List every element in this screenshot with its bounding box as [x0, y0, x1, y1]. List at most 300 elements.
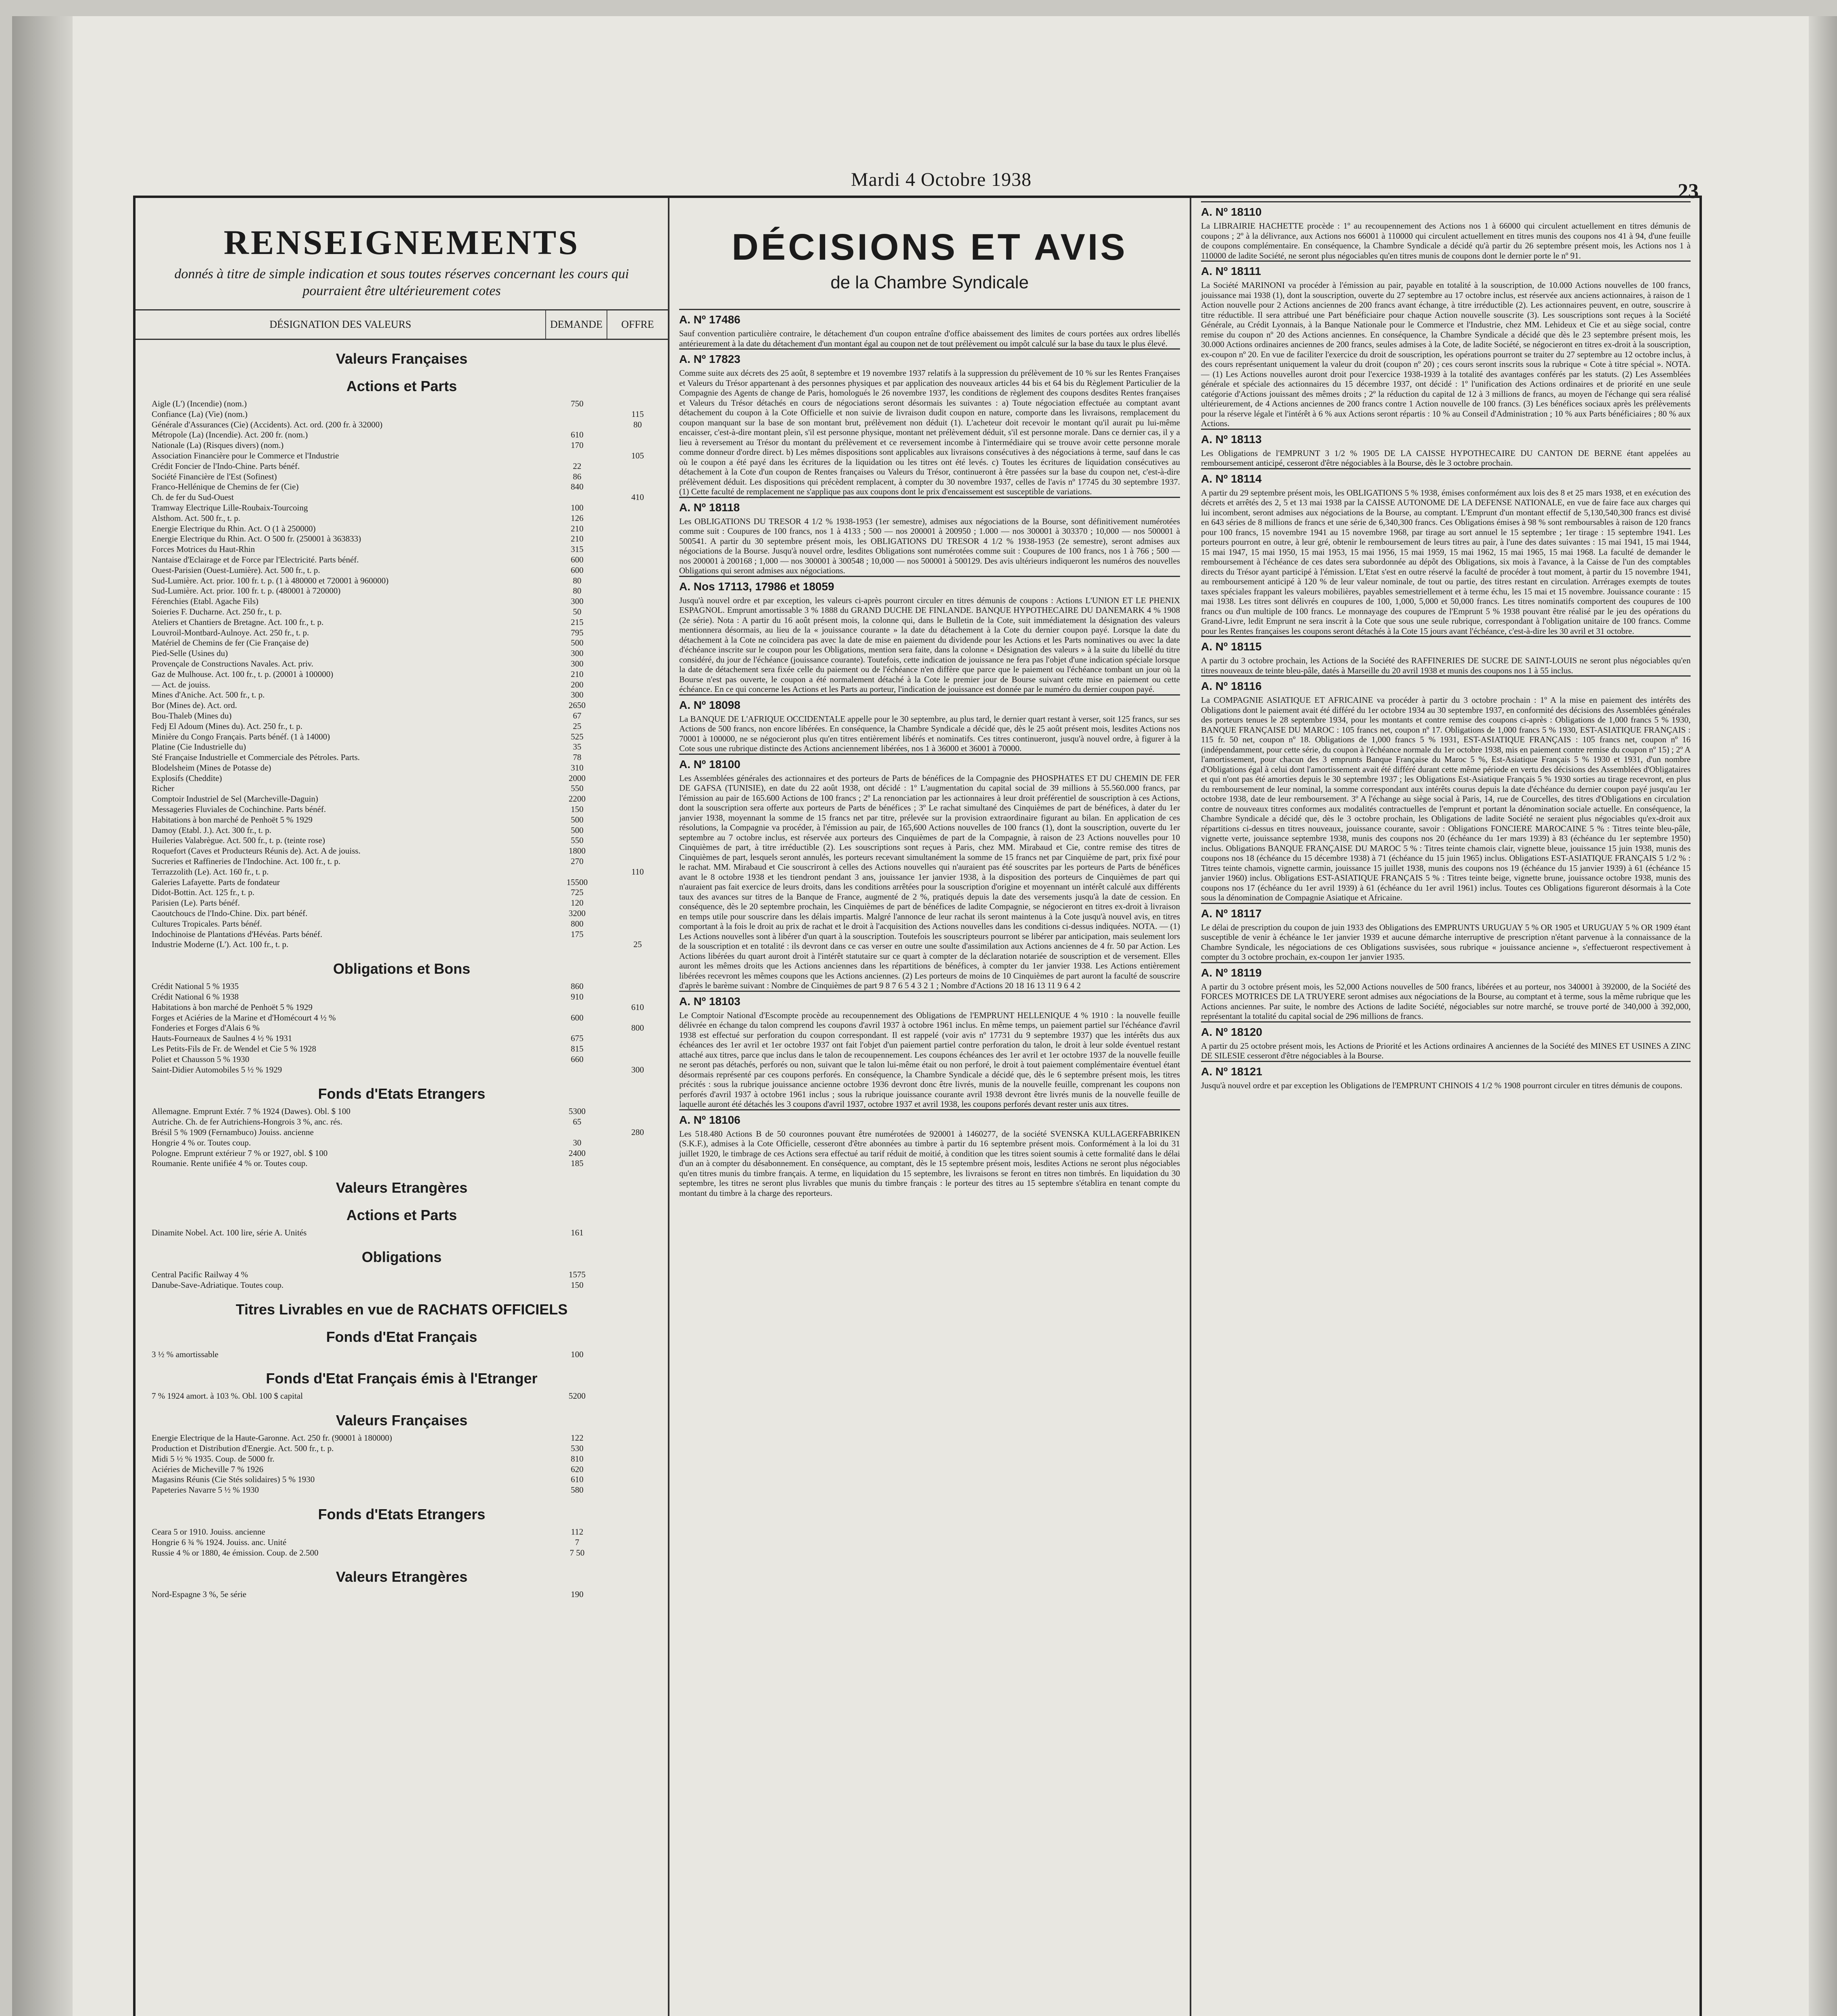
- demande-value: 815: [571, 1044, 584, 1054]
- demande-value: 3200: [569, 908, 586, 918]
- offre-value: [607, 877, 668, 888]
- table-row: [136, 607, 668, 617]
- table-row: [136, 482, 668, 492]
- offre-value: [607, 555, 668, 565]
- offre-value: [607, 503, 668, 513]
- demande-value: 910: [571, 992, 584, 1002]
- offre-value: [607, 732, 668, 742]
- section-title: Titres Livrables en vue de RACHATS OFFICIELS: [236, 1301, 568, 1318]
- demande-value: [547, 1002, 607, 1013]
- offre-value: [607, 700, 668, 711]
- offre-value: [607, 596, 668, 607]
- value-name: Hongrie 6 ¾ % 1924. Jouiss. anc. Unité: [152, 1537, 287, 1547]
- offre-value: [607, 711, 668, 721]
- value-name: Bou-Thaleb (Mines du): [152, 710, 232, 721]
- table-row: [136, 1054, 668, 1065]
- demande-value: 80: [573, 586, 582, 596]
- notice: [1201, 636, 1691, 675]
- offre-value: [607, 1106, 668, 1117]
- value-name: Sté Française Industrielle et Commerciale des Pétroles. Parts.: [152, 752, 360, 762]
- value-name: Damoy (Etabl. J.). Act. 300 fr., t. p.: [152, 825, 271, 835]
- offre-value: [607, 669, 668, 680]
- offre-value: [607, 617, 668, 628]
- value-name: Fedj El Adoum (Mines du). Act. 250 fr., t. p.: [152, 721, 302, 731]
- demande-value: 175: [571, 929, 584, 939]
- value-name: Crédit National 6 % 1938: [152, 992, 239, 1002]
- demande-value: 315: [571, 544, 584, 554]
- table-row: [136, 939, 668, 950]
- offre-value: [607, 763, 668, 773]
- notice-id: A. Nº 18103: [679, 995, 740, 1008]
- offre-value: [607, 919, 668, 929]
- demande-value: 35: [573, 742, 582, 752]
- notice-id: A. Nº 18116: [1201, 680, 1262, 692]
- offre-value: [607, 1589, 668, 1600]
- offre-value: [607, 1433, 668, 1443]
- notice-id: A. Nº 18118: [679, 501, 740, 514]
- offre-value: [607, 752, 668, 763]
- table-row: [136, 732, 668, 742]
- value-name: Louvroil-Montbard-Aulnoye. Act. 250 fr., t. p.: [152, 627, 309, 637]
- value-name: Aigle (L') (Incendie) (nom.): [152, 399, 247, 408]
- section-title: Actions et Parts: [346, 378, 457, 394]
- offre-value: [607, 680, 668, 690]
- value-name: Messageries Fluviales de Cochinchine. Parts bénéf.: [152, 804, 326, 814]
- value-name: Sud-Lumière. Act. prior. 100 fr. t. p. (480001 à 720000): [152, 586, 341, 596]
- offre-value: [607, 835, 668, 846]
- demande-value: 2000: [569, 773, 586, 783]
- binding-gutter: [12, 16, 73, 2016]
- table-row: [136, 1270, 668, 1280]
- table-row: [136, 503, 668, 513]
- demande-value: 2400: [569, 1148, 586, 1158]
- offre-value: 80: [633, 419, 642, 429]
- notice-id: A. Nº 18100: [679, 758, 740, 771]
- value-name: 7 % 1924 amort. à 103 %. Obl. 100 $ capital: [152, 1391, 303, 1401]
- demande-value: 150: [571, 804, 584, 814]
- demande-value: 300: [571, 596, 584, 606]
- table-row: [136, 835, 668, 846]
- value-name: Association Financière pour le Commerce et l'Industrie: [152, 450, 339, 460]
- table-row: [136, 524, 668, 534]
- offre-value: [607, 607, 668, 617]
- notice: [1201, 260, 1691, 429]
- demande-value: 2200: [569, 794, 586, 804]
- notice-text: Les 518.480 Actions B de 50 couronnes pouvant être numérotées de 920001 à 1460277, de la société SVENSKA KULLAGERFABRIKEN (S.K.F.), admises à la Cote Officielle, cesseront d'être abonnées au timbre à partir du 16 septembre présent mois. Conformément à la loi du 31 juillet 1920, le timbrage de ces Actions sera effectué au tarif réduit de moitié, à condition que les titres soient soumis à cette formalité dans le délai d'un an à compter du désabonnement. En conséquence, au comptant, dès le 15 septembre présent mois, lesdites Actions ne seront plus négociables qu'en titres munis du timbre français. A terme, en liquidation du 15 septembre, les livraisons se feront en titres non timbrés. En liquidation du 30 septembre, les titres ne seront plus livrables que munis du timbre français : le porteur des titres au 15 septembre s'établira en tenant compte du montant du timbre à la charge des reporteurs.: [679, 1129, 1180, 1198]
- table-row: [136, 1106, 668, 1117]
- notice: [679, 497, 1180, 576]
- section-title: Valeurs Etrangères: [336, 1179, 468, 1196]
- value-name: Caoutchoucs de l'Indo-Chine. Dix. part bénéf.: [152, 908, 308, 918]
- demande-value: 1800: [569, 846, 586, 856]
- value-name: 3 ½ % amortissable: [152, 1349, 219, 1359]
- table-row: [136, 711, 668, 721]
- offre-value: [607, 1443, 668, 1454]
- value-name: Nantaise d'Eclairage et de Force par l'Electricité. Parts bénéf.: [152, 554, 359, 564]
- value-name: Energie Electrique du Rhin. Act. O (1 à 250000): [152, 523, 316, 533]
- offre-value: [607, 856, 668, 867]
- notice: [679, 348, 1180, 497]
- notice: [1201, 675, 1691, 903]
- value-name: Didot-Bottin. Act. 125 fr., t. p.: [152, 887, 254, 898]
- notice-id: A. Nº 17823: [679, 353, 740, 365]
- offre-value: [607, 815, 668, 825]
- notice: [1201, 468, 1691, 636]
- table-row: [136, 1138, 668, 1148]
- notice-id: A. Nº 18117: [1201, 907, 1262, 920]
- value-name: Forges et Aciéries de la Marine et d'Homécourt 4 ½ %: [152, 1012, 336, 1023]
- value-name: Générale d'Assurances (Cie) (Accidents). Act. ord. (200 fr. à 32000): [152, 419, 383, 429]
- value-name: Central Pacific Railway 4 %: [152, 1269, 248, 1279]
- notice: [1201, 1021, 1691, 1061]
- demande-value: 161: [571, 1228, 584, 1238]
- section-title: Fonds d'Etats Etrangers: [318, 1506, 486, 1522]
- demande-value: [547, 420, 607, 430]
- value-name: Pied-Selle (Usines du): [152, 648, 228, 658]
- table-row: [136, 1443, 668, 1454]
- demande-value: 185: [571, 1158, 584, 1168]
- table-row: [136, 1280, 668, 1291]
- offre-value: [607, 586, 668, 596]
- offre-value: [607, 898, 668, 908]
- table-row: [136, 1127, 668, 1138]
- offre-value: [607, 430, 668, 440]
- value-name: Société Financière de l'Est (Sofinest): [152, 471, 277, 481]
- offre-value: 410: [631, 492, 644, 502]
- table-row: [136, 451, 668, 461]
- demande-value: 5200: [569, 1391, 586, 1401]
- value-name: Ceara 5 or 1910. Jouiss. ancienne: [152, 1527, 265, 1537]
- table-row: [136, 669, 668, 680]
- page-edge: [1809, 16, 1837, 2016]
- demande-value: 840: [571, 482, 584, 492]
- offre-value: [607, 659, 668, 669]
- demande-value: 600: [571, 565, 584, 575]
- table-row: [136, 399, 668, 409]
- table-row: [136, 565, 668, 576]
- offre-value: [607, 1350, 668, 1360]
- decisions-column: [669, 198, 1191, 2016]
- table-row: [136, 586, 668, 596]
- offre-value: [607, 1228, 668, 1238]
- value-name: Sucreries et Raffineries de l'Indochine. Act. 100 fr., t. p.: [152, 856, 341, 866]
- col-designation: DÉSIGNATION DES VALEURS: [269, 319, 411, 330]
- decisions-title: DÉCISIONS ET AVIS: [732, 227, 1128, 268]
- offre-value: 610: [631, 1002, 644, 1012]
- table-row: [136, 700, 668, 711]
- value-name: Platine (Cie Industrielle du): [152, 742, 246, 752]
- notice-text: A partir du 3 octobre présent mois, les 52,000 Actions nouvelles de 500 francs, libérées et au porteur, nos 340001 à 392000, de la Société des FORCES MOTRICES DE LA TRUYERE seront admises aux négociations de la Bourse, au comptant et à terme, sous la même rubrique que les Actions anciennes. Par suite, le nombre des Actions de ladite Société, négociables sur notre marché, se trouve porté de 340,000 à 392,000, représentant la totalité du capital social de 296 millions de francs.: [1201, 981, 1691, 1021]
- demande-value: 30: [573, 1137, 582, 1148]
- table-row: [136, 1589, 668, 1600]
- value-name: Gaz de Mulhouse. Act. 100 fr., t. p. (20001 à 100000): [152, 669, 334, 679]
- offre-value: [607, 440, 668, 451]
- demande-value: 78: [573, 752, 582, 762]
- offre-value: [607, 1527, 668, 1537]
- demande-value: [547, 1023, 607, 1033]
- table-row: [136, 1485, 668, 1495]
- offre-value: [607, 472, 668, 482]
- value-name: Blodelsheim (Mines de Potasse de): [152, 762, 271, 773]
- offre-value: [607, 742, 668, 752]
- table-row: [136, 544, 668, 555]
- demande-value: 860: [571, 981, 584, 991]
- section-title: Obligations et Bons: [333, 960, 470, 977]
- notice: [679, 694, 1180, 754]
- demande-value: 500: [571, 638, 584, 648]
- offre-value: [607, 908, 668, 919]
- demande-value: 300: [571, 690, 584, 700]
- notice-id: A. Nos 17113, 17986 et 18059: [679, 580, 834, 593]
- table-row: [136, 648, 668, 659]
- demande-value: 610: [571, 1475, 584, 1485]
- notice-text: Le délai de prescription du coupon de juin 1933 des Obligations des EMPRUNTS URUGUAY 5 % OR 1905 et URUGUAY 5 % OR 1909 étant susceptible de venir à échéance le 1er janvier 1939 et aucune démarche interruptive de prescription n'étant parvenue à la connaissance de la Chambre Syndicale, les négociations de ces Obligations susvisées, sous rubrique « jouissance ancienne », s'effectueront respectivement à compter du 3 octobre prochain, ex-coupon 1er janvier 1935.: [1201, 922, 1691, 962]
- table-row: [136, 617, 668, 628]
- table-row: [136, 1454, 668, 1464]
- value-name: Provençale de Constructions Navales. Act. priv.: [152, 658, 314, 669]
- table-row: [136, 596, 668, 607]
- value-name: Férenchies (Etabl. Agache Fils): [152, 596, 259, 606]
- value-name: — Act. de jouiss.: [152, 679, 211, 689]
- demande-value: 80: [573, 575, 582, 585]
- table-row: [136, 513, 668, 524]
- offre-value: [607, 1158, 668, 1169]
- demande-value: 750: [571, 399, 584, 408]
- value-name: Comptoir Industriel de Sel (Marcheville-Daguin): [152, 794, 318, 804]
- offre-value: [607, 1485, 668, 1495]
- demande-value: 112: [571, 1527, 584, 1537]
- offre-value: [607, 1391, 668, 1402]
- renseignements-subtitle: donnés à titre de simple indication et sous toutes réserves concernant les cours qui pourraient être ultérieurement cotes: [174, 267, 629, 298]
- value-name: Habitations à bon marché de Penhoët 5 % 1929: [152, 1002, 313, 1012]
- value-name: Huileries Valabrègue. Act. 500 fr., t. p. (teinte rose): [152, 835, 325, 846]
- notice: [1201, 429, 1691, 468]
- table-row: [136, 1527, 668, 1537]
- demande-value: 550: [571, 835, 584, 846]
- section-title: Valeurs Françaises: [336, 1412, 468, 1429]
- demande-value: 525: [571, 731, 584, 741]
- table-row: [136, 1475, 668, 1485]
- section-title: Fonds d'Etat Français: [326, 1328, 477, 1345]
- value-name: Sud-Lumière. Act. prior. 100 fr. t. p. (1 à 480000 et 720001 à 960000): [152, 575, 389, 585]
- table-row: [136, 898, 668, 908]
- offre-value: [607, 1280, 668, 1291]
- demande-value: [547, 492, 607, 503]
- notice-id: A. Nº 18106: [679, 1113, 740, 1126]
- offre-value: [607, 1475, 668, 1485]
- value-name: Hongrie 4 % or. Toutes coup.: [152, 1137, 251, 1148]
- table-row: [136, 430, 668, 440]
- offre-value: [607, 544, 668, 555]
- table-row: [136, 1548, 668, 1558]
- value-name: Allemagne. Emprunt Extér. 7 % 1924 (Dawes). Obl. $ 100: [152, 1106, 350, 1116]
- value-name: Crédit Foncier de l'Indo-Chine. Parts bénéf.: [152, 461, 300, 471]
- section-title: Valeurs Françaises: [336, 350, 468, 367]
- table-row: [136, 1013, 668, 1023]
- notice-id: A. Nº 18119: [1201, 966, 1262, 979]
- content-frame: [133, 196, 1702, 2016]
- table-header: [136, 309, 668, 340]
- notice: [1201, 962, 1691, 1021]
- offre-value: [607, 825, 668, 836]
- value-name: Saint-Didier Automobiles 5 ½ % 1929: [152, 1064, 282, 1075]
- section-title: Fonds d'Etats Etrangers: [318, 1085, 486, 1102]
- demande-value: 65: [573, 1117, 582, 1127]
- table-row: [136, 908, 668, 919]
- notice-id: A. Nº 18110: [1201, 206, 1262, 218]
- col-demande: DEMANDE: [545, 310, 607, 339]
- value-name: Energie Electrique du Rhin. Act. O 500 fr. (250001 à 363833): [152, 534, 361, 544]
- section-title: Fonds d'Etat Français émis à l'Etranger: [266, 1370, 538, 1387]
- offre-value: [607, 846, 668, 856]
- notice-text: La Société MARINONI va procéder à l'émission au pair, payable en totalité à la souscription, de 10.000 Actions nouvelles de 100 francs, jouissance mai 1938 (1), dont la souscription, ouverte du 27 septembre au 17 octobre inclus, est réservée aux anciens actionnaires, à raison de 1 Action nouvelle pour 2 Actions anciennes de 200 francs avant échange, à titre irréductible (2). Les actionnaires peuvent, en outre, souscrire à titre réductible. Il sera attribué une Part bénéficiaire pour chaque Action nouvelle souscrite (3). Les souscriptions sont reçues à la Société Générale, au Crédit Lyonnais, à la Banque Nationale pour le Commerce et l'Industrie, chez MM. Lehideux et Cie et au siège social, contre remise du coupon nº 20 des Actions anciennes. En conséquence, la Chambre Syndicale a décidé que dès le 23 septembre présent mois, les 30.000 Actions ordinaires anciennes de 200 francs, seules admises à la Cote, de ladite Société, se négocieront en titres ex-droit à la souscription, ex-coupon nº 20. En vue de faciliter l'exercice du droit de souscription, les opérations pourront se traiter du 27 septembre au 12 octobre inclus, à des cours représentant uniquement la valeur du droit (coupon nº 20) ; ces cours seront inscrits sous la rubrique « Cote à titre spécial ». NOTA. — (1) Les Actions nouvelles auront droit pour l'exercice 1938-1939 à la totalité des avantages conférés par les statuts. (2) Les Assemblées générale et spéciale des actionnaires du 15 décembre 1937, ont décidé : 1º l'unification des Actions ordinaires et de priorité en une seule catégorie d'Actions jouissant des mêmes droits ; 2º la réduction du capital de 12 à 3 millions de francs, au moyen de l'échange qui sera réalisé ultérieurement, de 4 Actions anciennes de 200 francs contre 1 Action nouvelle de 100 francs. (3) Les bénéfices sociaux après les prélèvements pour la réserve légale et l'intérêt à 6 % aux Actions seront répartis : 10 % au Conseil d'Administration ; 10 % aux Parts bénéficiaires ; 80 % aux Actions.: [1201, 280, 1691, 428]
- offre-value: 300: [631, 1064, 644, 1075]
- demande-value: [547, 1065, 607, 1075]
- table-row: [136, 1044, 668, 1054]
- offre-value: [607, 1454, 668, 1464]
- value-name: Minière du Congo Français. Parts bénéf. (1 à 14000): [152, 731, 330, 741]
- values-list: [136, 350, 668, 1600]
- demande-value: 122: [571, 1433, 584, 1443]
- notice-text: A partir du 29 septembre présent mois, les OBLIGATIONS 5 % 1938, émises conformément aux lois des 8 et 25 mars 1938, et en exécution des décrets et arrêtés des 2, 5 et 13 mai 1938 par la CAISSE AUTONOME DE LA DEFENSE NATIONALE, en vue de faire face aux charges qui lui incombent, seront admises aux négociations de la Bourse, au comptant. L'Emprunt d'un montant effectif de 5,130,540,300 francs est divisé en 643 séries de 8 millions de francs et une série de 6,340,300 francs. Ces Obligations émises à 98 % sont remboursables à raison de 120 francs pour 100 francs, 15 novembre 1941 au 15 novembre 1968, par tirage au sort annuel le 15 septembre ; 1er tirage : 15 septembre 1941. Les porteurs pourront en outre, à leur gré, obtenir le remboursement de leurs titres au pair, à l'une des dates suivantes : 15 mai 1941, 15 mai 1944, 15 mai 1947, 15 mai 1950, 15 mai 1953, 15 mai 1956, 15 mai 1959, 15 mai 1962, 15 mai 1965, 15 mai 1968. La faculté de demander le remboursement à l'échéance de ces dates sera subordonnée au dépôt des Obligations, six mois à l'avance, à la Caisse de l'un des comptables directs du Trésor ayant participé à l'émission. L'Etat s'est en outre réservé la faculté de procéder à tout moment, à partir du 15 novembre 1941, au remboursement anticipé à 120 % de leur valeur nominale, de tout ou partie, des titres restant en circulation. Arrérages exempts de toutes taxes spéciales frappant les valeurs mobilières, payables semestriellement et à terme échu, les 15 mai et 15 novembre. Jouissance courante : 15 mai 1938. Les titres sont délivrés en coupures de 100, 1,000, 5,000 et 50,000 francs. Les titres nominatifs comportent des coupures de 100 francs ou d'un multiple de 100 francs. Le monnayage des coupures de l'Emprunt 5 % 1938 pouvant être réalisé par le jeu des opérations du Grand-Livre, ledit Emprunt ne sera inscrit à la Cote que sous une seule rubrique, correspondant à l'obligation unitaire de 100 francs. Comme pour les Rentes françaises les coupons seront détachés à la Cote 15 jours avant l'échéance, c'est-à-dire les 30 avril et 31 octobre.: [1201, 487, 1691, 636]
- offre-value: [607, 1548, 668, 1558]
- demande-value: 500: [571, 825, 584, 835]
- value-name: Pologne. Emprunt extérieur 7 % or 1927, obl. $ 100: [152, 1148, 328, 1158]
- renseignements-column: [136, 198, 669, 2016]
- value-name: Ch. de fer du Sud-Ouest: [152, 492, 234, 502]
- demande-value: 22: [573, 461, 582, 471]
- demande-value: 100: [571, 1349, 584, 1359]
- notice-id: A. Nº 18111: [1201, 265, 1261, 277]
- table-row: [136, 492, 668, 503]
- table-row: [136, 773, 668, 784]
- demande-value: 300: [571, 648, 584, 658]
- notice-text: La LIBRAIRIE HACHETTE procède : 1º au recoupennement des Actions nos 1 à 66000 qui circulent actuellement en titres démunis de coupons ; 2º à la délivrance, aux Actions nos 66001 à 110000 qui circulent actuellement en titres munis des coupons nos 41 à 94, d'une feuille de coupons complémentaire. En conséquence, la Chambre Syndicale a décidé qu'à partir du 26 septembre présent mois, les Actions nos 1 à 110000 de ladite Société, ne seront plus négociables qu'en titres munis de coupons dont le dernier porte le nº 91.: [1201, 221, 1691, 260]
- value-name: Franco-Hellénique de Chemins de fer (Cie): [152, 482, 299, 492]
- demande-value: 620: [571, 1464, 584, 1474]
- value-name: Magasins Réunis (Cie Stés solidaires) 5 % 1930: [152, 1475, 315, 1485]
- demande-value: [547, 867, 607, 877]
- offre-value: 115: [631, 409, 644, 419]
- offre-value: [607, 721, 668, 732]
- table-row: [136, 534, 668, 544]
- offre-value: [607, 929, 668, 940]
- demande-value: 86: [573, 471, 582, 481]
- table-row: [136, 1148, 668, 1159]
- table-row: [136, 763, 668, 773]
- demande-value: 300: [571, 658, 584, 669]
- value-name: Explosifs (Cheddite): [152, 773, 222, 783]
- table-row: [136, 1002, 668, 1013]
- value-name: Brésil 5 % 1909 (Fernambuco) Jouiss. ancienne: [152, 1127, 314, 1137]
- col-offre: OFFRE: [607, 310, 668, 339]
- value-name: Roumanie. Rente unifiée 4 % or. Toutes coup.: [152, 1158, 308, 1168]
- table-row: [136, 461, 668, 472]
- notice-text: A partir du 3 octobre prochain, les Actions de la Société des RAFFINERIES DE SUCRE DE SAINT-LOUIS ne seront plus négociables qu'en titres nouveaux de teinte bleu-pâle, datés à Marseille du 20 avril 1938 et munis des coupons nos 1 à 55 inclus.: [1201, 656, 1691, 675]
- table-row: [136, 1350, 668, 1360]
- table-row: [136, 877, 668, 888]
- offre-value: [607, 1148, 668, 1159]
- table-row: [136, 721, 668, 732]
- right-notices-column: [1191, 198, 1700, 2016]
- value-name: Russie 4 % or 1880, 4e émission. Coup. de 2.500: [152, 1547, 319, 1558]
- offre-value: 800: [631, 1023, 644, 1033]
- offre-value: [607, 690, 668, 700]
- value-name: Papeteries Navarre 5 ½ % 1930: [152, 1485, 259, 1495]
- offre-value: [607, 773, 668, 784]
- notice: [1201, 1061, 1691, 1091]
- value-name: Terrazzolith (Le). Act. 160 fr., t. p.: [152, 866, 269, 877]
- renseignements-title: RENSEIGNEMENTS: [223, 223, 580, 262]
- demande-value: 660: [571, 1054, 584, 1064]
- notice-id: A. Nº 18120: [1201, 1025, 1262, 1038]
- offre-value: [607, 513, 668, 524]
- notice-text: Les OBLIGATIONS DU TRESOR 4 1/2 % 1938-1953 (1er semestre), admises aux négociations de la Bourse, sont définitivement numérotées comme suit : Coupures de 100 francs, nos 1 à 4133 ; 500 — nos 200001 à 200950 ; 1.000 — nos 300001 à 303370 ; 10,000 — nos 500001 à 500541. A partir du 30 septembre présent mois, les OBLIGATIONS DU TRESOR 4 1/2 % 1938-1953 (2e semestre), seront admises aux négociations de la Bourse. Jusqu'à nouvel ordre, lesdites Obligations sont numérotées comme suit : Coupures de 100 francs, nos 1 à 766 ; 500 — nos 200001 à 200168 ; 1,000 — nos 300001 à 300548 ; 10,000 — nos 500001 à 500129. Des avis ultérieurs indiqueront les numéros des nouvelles Obligations qui seront admises aux négociations.: [679, 516, 1180, 575]
- offre-value: [607, 783, 668, 794]
- decisions-list: [669, 309, 1190, 1198]
- offre-value: [607, 981, 668, 992]
- value-name: Energie Electrique de la Haute-Garonne. Act. 250 fr. (90001 à 180000): [152, 1433, 392, 1443]
- demande-value: 210: [571, 669, 584, 679]
- offre-value: [607, 887, 668, 898]
- notice-text: Les Obligations de l'EMPRUNT 3 1/2 % 1905 DE LA CAISSE HYPOTHECAIRE DU CANTON DE BERNE étant appelées au remboursement anticipé, cesseront d'être négociables à la Bourse, dès le 3 octobre prochain.: [1201, 448, 1691, 468]
- demande-value: 530: [571, 1443, 584, 1453]
- value-name: Galeries Lafayette. Parts de fondateur: [152, 877, 280, 887]
- demande-value: 126: [571, 513, 584, 523]
- notice-text: La COMPAGNIE ASIATIQUE ET AFRICAINE va procéder à partir du 3 octobre prochain : 1º A la mise en paiement des intérêts des Obligations dont le paiement avait été différé du 1er octobre 1934 au 30 septembre 1937, en conformité des décisions des Assemblées générales des porteurs tenues le 28 septembre 1934, pour les montants et contre remise des coupons ci-après : Obligations de 1,000 francs 5 % 1930, BANQUE FRANÇAISE DU MAROC : 105 francs net, coupon nº 17. Obligations de 1,000 francs 5 % 1930, EST-ASIATIQUE FRANÇAIS : 115 fr. 50 net, coupon nº 18. Obligations de 1,000 francs 5 % 1931, EST-ASIATIQUE FRANÇAIS : 105 francs net, coupon nº 16 (indépendamment, pour cette série, du coupon à l'échéance normale du 1er octobre 1938, mis en paiement contre remise du coupon nº 15) ; 2º A l'amortissement, pour chacun des 3 emprunts Banque Française du Maroc 5 %, Est-Asiatique Français 5 % 1930 et 1931, d'un nombre d'Obligations égal à celui dont l'amortissement avait été différé durant cette même période en vertu des décisions des Assemblées d'Obligataires et qui n'ont pas été amorties depuis le 30 septembre 1937 ; les Obligations Est-Asiatique Français 5 % 1930 sorties au tirage recevront, en plus du remboursement de leur nominal, la somme correspondant aux intérêts courus depuis la date d'échéance du dernier coupon payé jusqu'au 1er octobre 1938, date de leur remboursement. 3º A l'échange au siège social à Paris, 14, rue de Courcelles, des titres d'Obligations en circulation contre de nouveaux titres conformes aux modalités contractuelles de l'emprunt et portant la dénomination sociale actuelle. En conséquence, la Chambre Syndicale a décidé que, dès le 3 octobre prochain, les Obligations de ladite Société ne seraient plus négociables qu'ex-droit aux répartitions ci-dessus en titres nouveaux, jouissance courante, savoir : Obligations FONCIERE MAROCAINE 5 % : Titres teinte bleu-pâle, vignette verte, jouissance septembre 1938, munis des coupons nos 20 (échéance du 1er mars 1939) à 83 (échéance du 1er septembre 1950) inclus. Obligations BANQUE FRANÇAISE DU MAROC 5 % : Titres teinte chamois clair, vignette bleue, jouissance 15 juin 1938, munis des coupons nos 18 (échéance du 15 décembre 1938) à 71 (échéance du 15 juin 1965) inclus. Obligations EST-ASIATIQUE FRANÇAIS 5 1/2 % : Titres teinte chamois, vignette carmin, jouissance 15 juillet 1938, munis des coupons nos 19 (échéance du 15 janvier 1939) à 61 (échéance 15 janvier 1960) inclus. Obligations EST-ASIATIQUE FRANÇAIS 5 % : Titres teinte beige, vignette brune, jouissance octobre 1938, munis des coupons nos 17 (échéance du 1er avril 1939) à 61 (échéance du 1er avril 1961) inclus. Toutes ces Obligations figureront désormais à la Cote sous la dénomination de Compagnie Asiatique et Africaine.: [1201, 695, 1691, 902]
- value-name: Poliet et Chausson 5 % 1930: [152, 1054, 250, 1064]
- demande-value: 215: [571, 617, 584, 627]
- notice-id: A. Nº 17486: [679, 313, 740, 326]
- offre-value: [607, 524, 668, 534]
- right-notices-list: [1191, 201, 1700, 1090]
- value-name: Les Petits-Fils de Fr. de Wendel et Cie 5 % 1928: [152, 1044, 316, 1054]
- demande-value: 120: [571, 898, 584, 908]
- value-name: Parisien (Le). Parts bénéf.: [152, 898, 240, 908]
- notice: [679, 754, 1180, 991]
- offre-value: [607, 648, 668, 659]
- section-title: Actions et Parts: [346, 1207, 457, 1224]
- demande-value: 810: [571, 1454, 584, 1464]
- value-name: Mines d'Aniche. Act. 500 fr., t. p.: [152, 690, 265, 700]
- demande-value: 190: [571, 1589, 584, 1599]
- demande-value: 50: [573, 606, 582, 616]
- demande-value: 67: [573, 710, 582, 721]
- value-name: Crédit National 5 % 1935: [152, 981, 239, 991]
- demande-value: 7: [575, 1537, 580, 1547]
- notice-text: Sauf convention particulière contraire, le détachement d'un coupon entraîne d'office abaissement des limites de cours portées aux ordres libellés antérieurement à la date du détachement d'un montant égal au coupon net de tout prélèvement ou impôt calculé sur la base du taux le plus élevé.: [679, 329, 1180, 348]
- table-row: [136, 752, 668, 763]
- demande-value: 725: [571, 887, 584, 898]
- value-name: Indochinoise de Plantations d'Hévéas. Parts bénéf.: [152, 929, 323, 939]
- value-name: Ouest-Parisien (Ouest-Lumière). Act. 500 fr., t. p.: [152, 565, 320, 575]
- offre-value: 25: [633, 939, 642, 950]
- table-row: [136, 856, 668, 867]
- table-row: [136, 815, 668, 825]
- demande-value: [547, 451, 607, 461]
- demande-value: 270: [571, 856, 584, 866]
- notice: [679, 576, 1180, 694]
- demande-value: 170: [571, 440, 584, 450]
- section-title: Valeurs Etrangères: [336, 1568, 468, 1585]
- table-row: [136, 825, 668, 836]
- table-row: [136, 1433, 668, 1443]
- notice: [1201, 201, 1691, 260]
- table-row: [136, 555, 668, 565]
- demande-value: [547, 1127, 607, 1138]
- value-name: Cultures Tropicales. Parts bénéf.: [152, 918, 262, 929]
- demande-value: 550: [571, 783, 584, 793]
